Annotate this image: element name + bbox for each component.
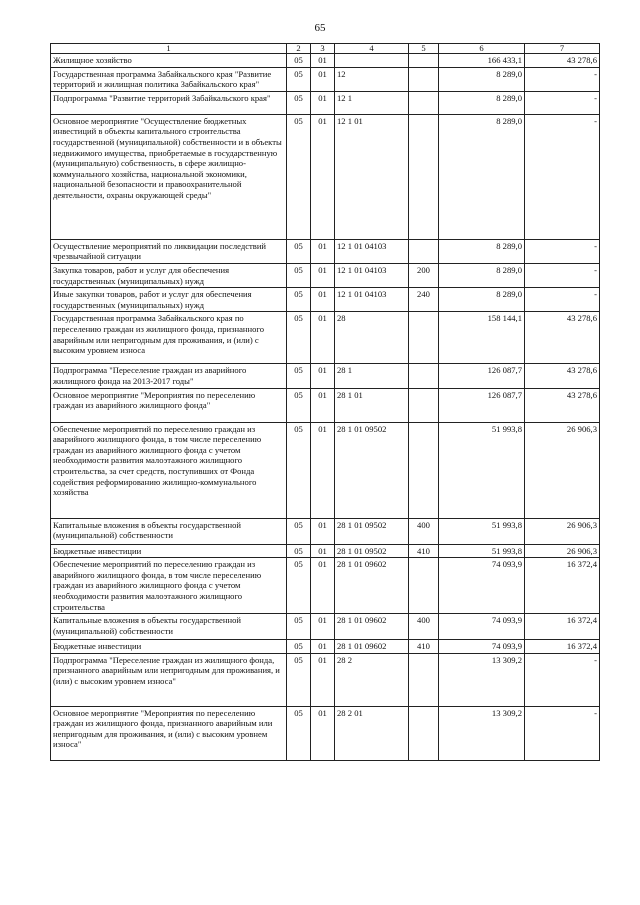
row-expense-type: 410: [409, 544, 439, 558]
row-subsection: 01: [311, 54, 335, 68]
table-row: [51, 288, 600, 312]
row-target-code: 28 1 01 09502: [335, 422, 409, 518]
table-row: [51, 239, 600, 263]
row-section: 05: [287, 114, 311, 239]
row-expense-type: [409, 114, 439, 239]
table-row: [51, 312, 600, 364]
table-row: [51, 67, 600, 91]
row-amount-2: 16 372,4: [525, 558, 600, 614]
row-amount-1: 8 289,0: [439, 67, 525, 91]
row-target-code: 28 1 01 09602: [335, 614, 409, 640]
row-expense-type: [409, 312, 439, 364]
row-amount-1: 51 993,8: [439, 518, 525, 544]
row-amount-1: 8 289,0: [439, 263, 525, 287]
row-subsection: 01: [311, 518, 335, 544]
row-expense-type: [409, 388, 439, 422]
row-expense-type: 400: [409, 614, 439, 640]
row-name: Капитальные вложения в объекты государственной (муниципальной) собственности: [51, 518, 287, 544]
row-name: Подпрограмма "Переселение граждан из аварийного жилищного фонда на 2013-2017 годы": [51, 364, 287, 388]
row-target-code: 28 1 01 09602: [335, 640, 409, 654]
table-row: [51, 422, 600, 518]
row-amount-1: 158 144,1: [439, 312, 525, 364]
row-amount-1: 51 993,8: [439, 422, 525, 518]
table-row: [51, 114, 600, 239]
row-target-code: 28 2 01: [335, 706, 409, 760]
row-name: Капитальные вложения в объекты государственной (муниципальной) собственности: [51, 614, 287, 640]
row-expense-type: [409, 558, 439, 614]
header-col-7: 7: [525, 44, 600, 54]
header-col-1: 1: [51, 44, 287, 54]
row-expense-type: [409, 239, 439, 263]
row-amount-2: 43 278,6: [525, 388, 600, 422]
row-amount-1: 8 289,0: [439, 114, 525, 239]
row-subsection: 01: [311, 388, 335, 422]
row-subsection: 01: [311, 67, 335, 91]
row-name: Государственная программа Забайкальского края "Развитие территорий и жилищная политика Забайкальского края": [51, 67, 287, 91]
table-row: [51, 640, 600, 654]
header-col-3: 3: [311, 44, 335, 54]
row-section: 05: [287, 239, 311, 263]
row-target-code: [335, 54, 409, 68]
row-subsection: 01: [311, 288, 335, 312]
row-section: 05: [287, 614, 311, 640]
row-section: 05: [287, 706, 311, 760]
row-amount-1: 126 087,7: [439, 388, 525, 422]
row-amount-2: 26 906,3: [525, 544, 600, 558]
row-amount-2: 43 278,6: [525, 312, 600, 364]
row-section: 05: [287, 288, 311, 312]
row-section: 05: [287, 67, 311, 91]
row-name: Подпрограмма "Переселение граждан из жилищного фонда, признанного аварийным или непригодным для проживания, и (или) с высоким уровнем износа": [51, 653, 287, 706]
row-amount-1: 166 433,1: [439, 54, 525, 68]
row-amount-2: 43 278,6: [525, 364, 600, 388]
row-subsection: 01: [311, 91, 335, 114]
row-amount-1: 13 309,2: [439, 653, 525, 706]
table-row: [51, 263, 600, 287]
row-section: 05: [287, 263, 311, 287]
row-name: Основное мероприятие "Мероприятия по переселению граждан из жилищного фонда, признанного аварийным или непригодным для проживания, и (или) с высоким уровнем износа": [51, 706, 287, 760]
row-amount-2: -: [525, 67, 600, 91]
row-amount-2: -: [525, 114, 600, 239]
row-section: 05: [287, 388, 311, 422]
row-target-code: 12 1 01 04103: [335, 288, 409, 312]
row-amount-2: -: [525, 706, 600, 760]
row-section: 05: [287, 558, 311, 614]
row-name: Осуществление мероприятий по ликвидации последствий чрезвычайной ситуации: [51, 239, 287, 263]
row-target-code: 12 1: [335, 91, 409, 114]
row-amount-2: 16 372,4: [525, 640, 600, 654]
row-target-code: 12: [335, 67, 409, 91]
row-expense-type: [409, 364, 439, 388]
row-amount-1: 8 289,0: [439, 239, 525, 263]
row-section: 05: [287, 518, 311, 544]
row-amount-2: -: [525, 263, 600, 287]
table-row: [51, 706, 600, 760]
row-subsection: 01: [311, 558, 335, 614]
header-row: [51, 44, 600, 54]
row-expense-type: [409, 67, 439, 91]
row-amount-1: 126 087,7: [439, 364, 525, 388]
header-col-4: 4: [335, 44, 409, 54]
row-amount-2: -: [525, 653, 600, 706]
table-row: [51, 653, 600, 706]
budget-table: [50, 43, 600, 761]
row-target-code: 12 1 01 04103: [335, 263, 409, 287]
row-target-code: 28 1: [335, 364, 409, 388]
row-amount-2: 26 906,3: [525, 518, 600, 544]
row-expense-type: [409, 91, 439, 114]
row-amount-2: -: [525, 91, 600, 114]
row-subsection: 01: [311, 544, 335, 558]
row-subsection: 01: [311, 706, 335, 760]
table-row: [51, 544, 600, 558]
row-subsection: 01: [311, 422, 335, 518]
row-name: Основное мероприятие "Мероприятия по переселению граждан из аварийного жилищного фонда": [51, 388, 287, 422]
row-amount-1: 8 289,0: [439, 288, 525, 312]
table-row: [51, 388, 600, 422]
row-name: Основное мероприятие "Осуществление бюджетных инвестиций в объекты капитального строительства государственной (муниципальной) собственности и в объекты недвижимого имущества, приобретаемые в государственную (муниципальную) собственность, в сфере жилищно-коммунального хозяйства, национальной экономики, национальной безопасности и правоохранительной деятельности, охраны окружающей среды": [51, 114, 287, 239]
row-subsection: 01: [311, 640, 335, 654]
row-section: 05: [287, 54, 311, 68]
table-row: [51, 91, 600, 114]
row-subsection: 01: [311, 653, 335, 706]
row-subsection: 01: [311, 312, 335, 364]
row-name: Закупка товаров, работ и услуг для обеспечения государственных (муниципальных) нужд: [51, 263, 287, 287]
row-section: 05: [287, 544, 311, 558]
row-subsection: 01: [311, 239, 335, 263]
table-row: [51, 518, 600, 544]
row-target-code: 28 1 01: [335, 388, 409, 422]
table-row: [51, 364, 600, 388]
row-name: Бюджетные инвестиции: [51, 544, 287, 558]
row-amount-1: 74 093,9: [439, 614, 525, 640]
row-expense-type: 240: [409, 288, 439, 312]
row-subsection: 01: [311, 364, 335, 388]
row-target-code: 28: [335, 312, 409, 364]
header-col-5: 5: [409, 44, 439, 54]
header-col-2: 2: [287, 44, 311, 54]
row-name: Подпрограмма "Развитие территорий Забайкальского края": [51, 91, 287, 114]
row-name: Иные закупки товаров, работ и услуг для обеспечения государственных (муниципальных) нужд: [51, 288, 287, 312]
row-name: Обеспечение мероприятий по переселению граждан из аварийного жилищного фонда, в том числе переселению граждан из аварийного жилищного фонда с учетом необходимости развития малоэтажного жилищного строительства: [51, 558, 287, 614]
page-number: 65: [314, 22, 326, 34]
row-target-code: 28 1 01 09602: [335, 558, 409, 614]
row-name: Обеспечение мероприятий по переселению граждан из аварийного жилищного фонда, в том числе переселению граждан из аварийного жилищного фонда с учетом необходимости развития малоэтажного жилищного строительства, за счет средств, поступивших от Фонда содействия реформированию жилищно-коммунального хозяйства: [51, 422, 287, 518]
row-amount-1: 74 093,9: [439, 640, 525, 654]
row-target-code: 28 2: [335, 653, 409, 706]
row-amount-2: -: [525, 239, 600, 263]
row-amount-1: 13 309,2: [439, 706, 525, 760]
row-name: Жилищное хозяйство: [51, 54, 287, 68]
row-section: 05: [287, 422, 311, 518]
row-name: Бюджетные инвестиции: [51, 640, 287, 654]
row-amount-1: 74 093,9: [439, 558, 525, 614]
row-section: 05: [287, 91, 311, 114]
table-row: [51, 614, 600, 640]
row-section: 05: [287, 312, 311, 364]
row-subsection: 01: [311, 614, 335, 640]
row-section: 05: [287, 364, 311, 388]
row-section: 05: [287, 640, 311, 654]
row-amount-2: 16 372,4: [525, 614, 600, 640]
row-target-code: 28 1 01 09502: [335, 544, 409, 558]
row-amount-2: 43 278,6: [525, 54, 600, 68]
row-amount-2: -: [525, 288, 600, 312]
row-expense-type: [409, 706, 439, 760]
row-section: 05: [287, 653, 311, 706]
row-expense-type: [409, 54, 439, 68]
row-expense-type: 410: [409, 640, 439, 654]
table-row: [51, 54, 600, 68]
row-target-code: 12 1 01: [335, 114, 409, 239]
row-expense-type: 200: [409, 263, 439, 287]
row-subsection: 01: [311, 114, 335, 239]
row-amount-1: 8 289,0: [439, 91, 525, 114]
row-amount-1: 51 993,8: [439, 544, 525, 558]
table-row: [51, 558, 600, 614]
row-expense-type: [409, 653, 439, 706]
row-target-code: 12 1 01 04103: [335, 239, 409, 263]
row-expense-type: [409, 422, 439, 518]
row-expense-type: 400: [409, 518, 439, 544]
row-target-code: 28 1 01 09502: [335, 518, 409, 544]
row-amount-2: 26 906,3: [525, 422, 600, 518]
row-subsection: 01: [311, 263, 335, 287]
header-col-6: 6: [439, 44, 525, 54]
row-name: Государственная программа Забайкальского края по переселению граждан из жилищного фонда, признанного аварийным или непригодным для проживания, и (или) с высоким уровнем износа: [51, 312, 287, 364]
